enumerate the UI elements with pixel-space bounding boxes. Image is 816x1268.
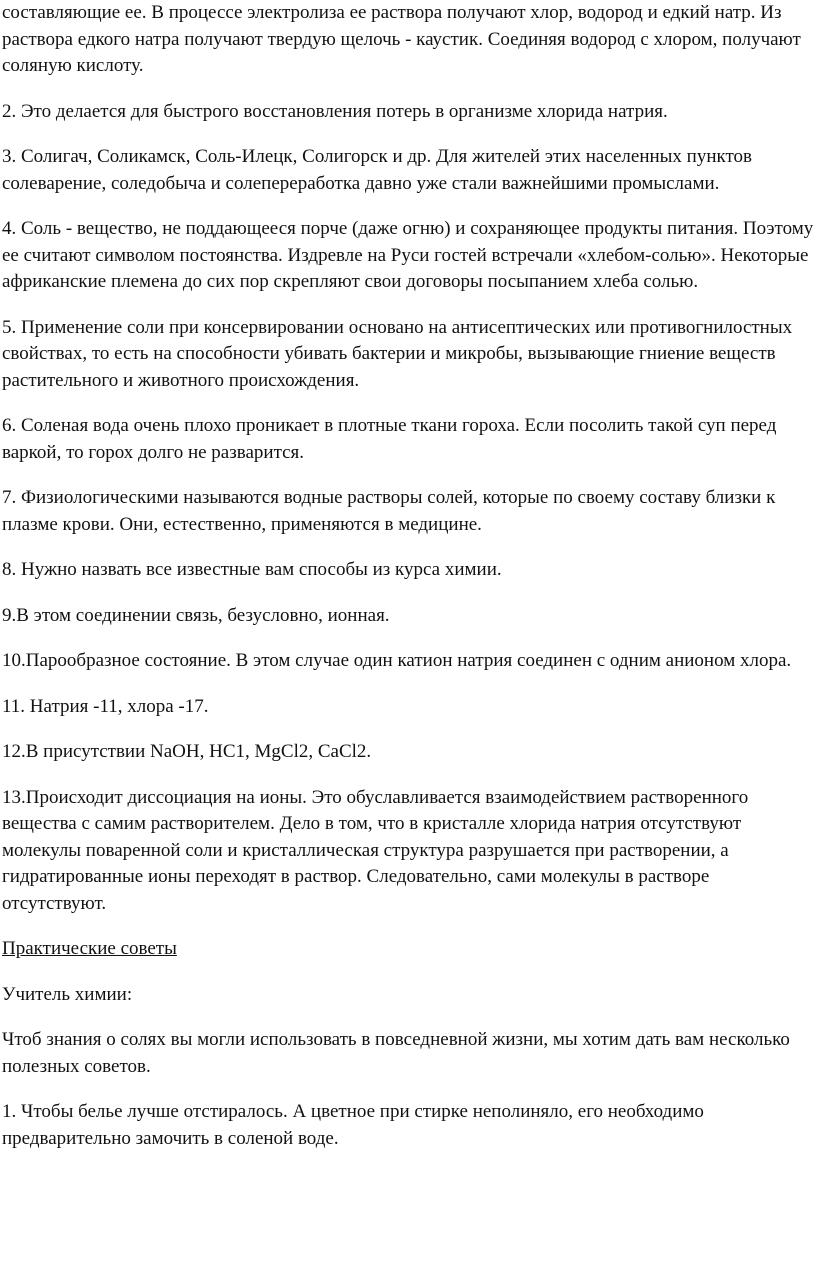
answer-9: 9.В этом соединении связь, безусловно, ионная. <box>2 604 390 626</box>
section-heading: Практические советы <box>2 938 177 959</box>
answer-13: 13.Происходит диссоциация на ионы. Это обуславливается взаимодействием растворенного вещества с самим растворителем. Дело в том, что в кристалле хлорида натрия отсутствуют молекулы поваренной соли и кристаллическая структура разрушается при растворении, а гидратированные ионы переходят в раствор. Следовательно, сами молекулы в растворе отсутствуют. <box>2 786 749 914</box>
answer-10: 10.Парообразное состояние. В этом случае один катион натрия соединен с одним анионом хлора. <box>2 650 792 671</box>
answer-6: 6. Соленая вода очень плохо проникает в плотные ткани гороха. Если посолить такой суп перед варкой, то горох долго не разварится. <box>2 415 777 463</box>
tip-1: 1. Чтобы белье лучше отстиралось. А цветное при стирке неполиняло, его необходимо предварительно замочить в соленой воде. <box>2 1101 704 1149</box>
answer-7: 7. Физиологическими называются водные растворы солей, которые по своему составу близки к плазме крови. Они, естественно, применяются в медицине. <box>2 487 776 535</box>
answer-2: 2. Это делается для быстрого восстановления потерь в организме хлорида натрия. <box>2 100 668 122</box>
paragraph-continuation: составляющие ее. В процессе электролиза ее раствора получают хлор, водород и едкий натр. Из раствора едкого натра получают твердую щелочь - каустик. Соединяя водород с хлором, получают соляную кислоту. <box>2 2 801 76</box>
answer-3: 3. Солигач, Соликамск, Соль-Илецк, Солигорск и др. Для жителей этих населенных пунктов солеварение, соледобыча и солепереработка давно уже стали важнейшими промыслами. <box>2 146 753 194</box>
answer-4: 4. Соль - вещество, не поддающееся порче (даже огню) и сохраняющее продукты питания. Поэтому ее считают символом постоянства. Издревле на Руси гостей встречали «хлебом-солью». Некоторые африканские племена до сих пор скрепляют свои договоры посыпанием хлеба солью. <box>2 218 814 292</box>
speaker-label: Учитель химии: <box>2 983 133 1005</box>
answer-8: 8. Нужно назвать все известные вам способы из курса химии. <box>2 559 502 580</box>
answer-12: 12.В присутствии NaOH, HC1, MgCl2, CaCl2. <box>2 741 372 762</box>
intro-paragraph: Чтоб знания о солях вы могли использовать в повседневной жизни, мы хотим дать вам несколько полезных советов. <box>2 1029 790 1077</box>
answer-5: 5. Применение соли при консервировании основано на антисептических или противогнилостных свойствах, то есть на способности убивать бактерии и микробы, вызывающие гниение веществ растительного и животного происхождения. <box>2 316 793 391</box>
answer-11: 11. Натрия -11, хлора -17. <box>2 695 209 717</box>
